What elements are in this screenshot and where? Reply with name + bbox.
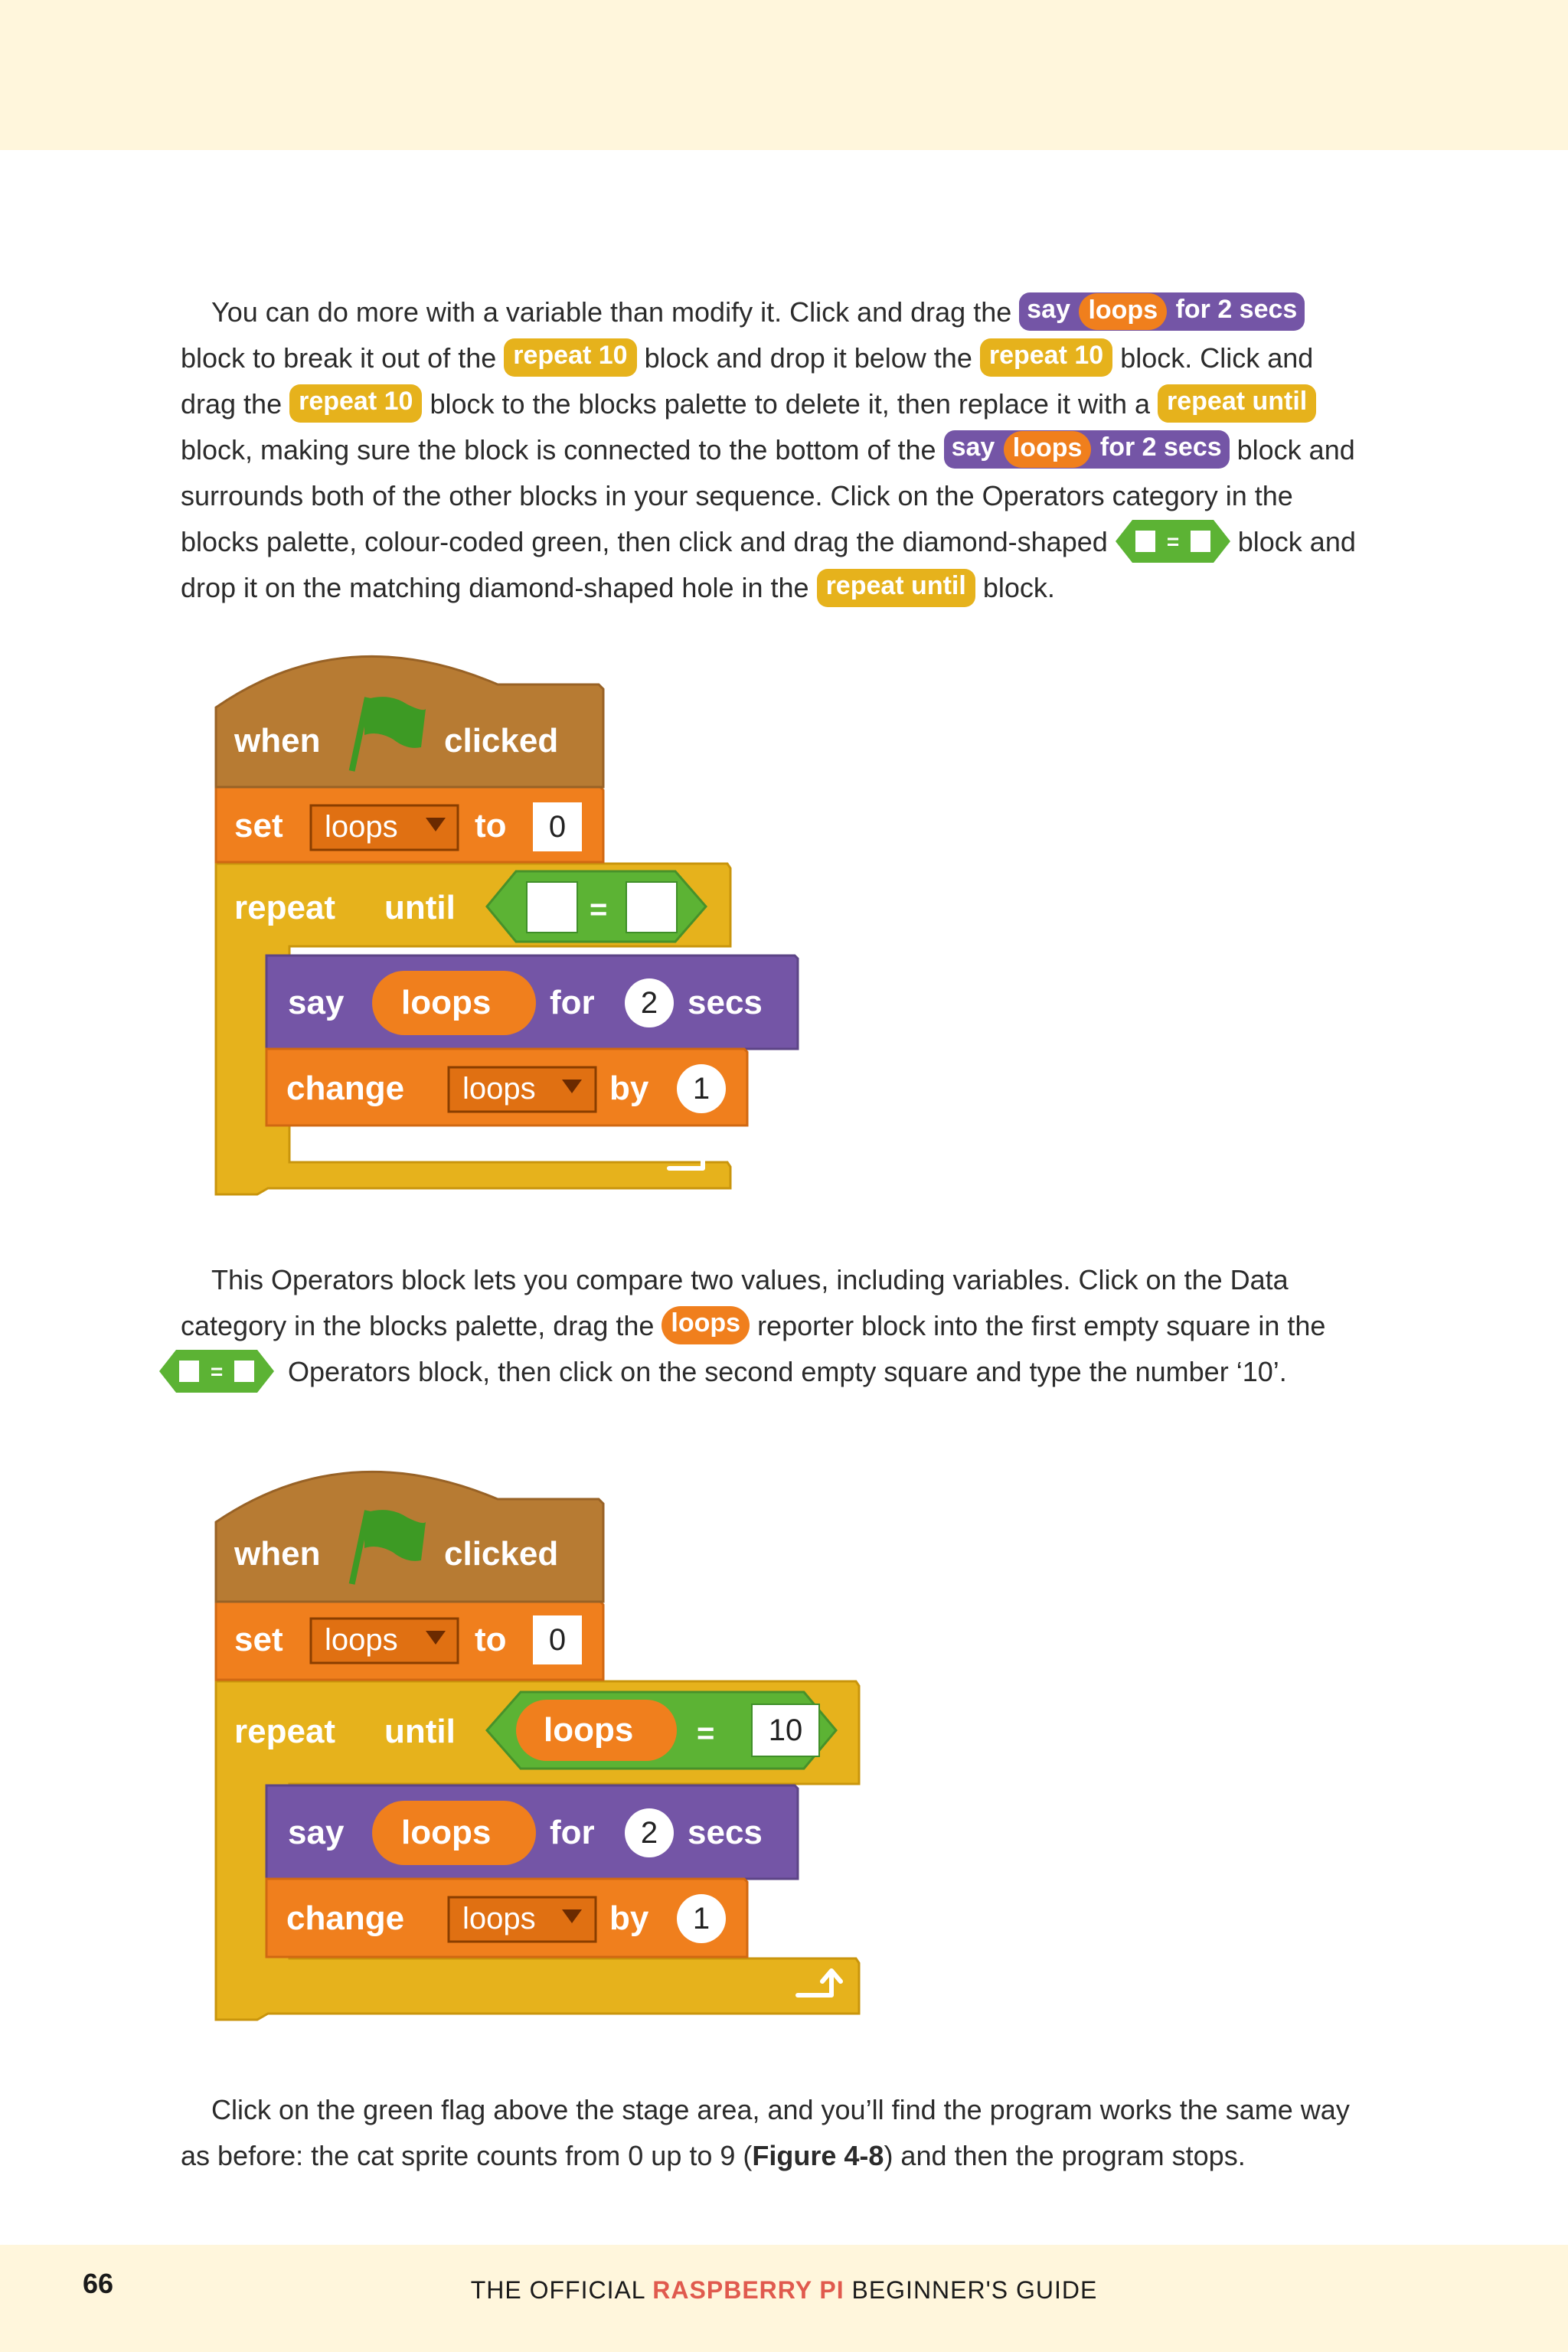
secs-label: secs (688, 1814, 763, 1851)
paragraph-3-text: ) and then the program stops. (884, 2140, 1246, 2171)
by-label: by (609, 1900, 649, 1937)
scratch-script-figure-1 (207, 649, 819, 1200)
paragraph-1-text: block and drop it on the matching diamond-shaped hole in the (181, 526, 1356, 604)
paragraph-2-text: reporter block into the first empty square in the (750, 1310, 1326, 1341)
when-label: when (234, 1535, 321, 1573)
secs-value: 2 (640, 986, 658, 1020)
repeat-label: repeat (234, 1713, 336, 1750)
set-value: 0 (548, 1623, 567, 1657)
paragraph-1-text: block. Click and drag the (181, 342, 1314, 420)
empty-left-slot (527, 882, 577, 933)
page-number: 66 (83, 2268, 114, 2299)
paragraph-2 (181, 1257, 1375, 1395)
say-loops-inline-block (944, 430, 1230, 469)
paragraph-1-text: block. (975, 572, 1055, 604)
equals-operator-inline-block (1116, 520, 1230, 563)
paragraph-1-text: block and drop it below the (636, 342, 980, 374)
loops-inline-reporter: loops (662, 1306, 750, 1344)
say-loops-inline-block (1019, 292, 1305, 331)
paragraph-1-text: block to break it out of the (181, 342, 505, 374)
say-var-reporter-label: loops (401, 984, 492, 1021)
footer-title-accent: RASPBERRY PI (652, 2276, 844, 2304)
paragraph-1-text: block to the blocks palette to delete it, then replace it with a (422, 388, 1158, 420)
repeat-10-inline-block: repeat 10 (504, 338, 636, 377)
say-var-reporter-label: loops (401, 1814, 492, 1851)
repeat-10-inline-block: repeat 10 (289, 384, 422, 423)
footer-title-post: BEGINNER'S GUIDE (844, 2276, 1098, 2304)
by-label: by (609, 1070, 649, 1107)
scratch-script-figure-2 (207, 1465, 880, 2032)
say-word: say (1027, 295, 1070, 325)
equals-operator-inline-block (159, 1350, 274, 1393)
paragraph-2-text: Operators block, then click on the second empty square and type the number ‘10’. (280, 1356, 1287, 1387)
set-var-dropdown: loops (325, 1623, 398, 1657)
paragraph-1-text: block, making sure the block is connected to the bottom of the (181, 434, 944, 466)
repeat-until-inline-block: repeat until (1158, 384, 1316, 423)
for-2-secs-word: for 2 secs (1099, 433, 1222, 462)
top-band (0, 0, 1568, 150)
for-2-secs-word: for 2 secs (1175, 295, 1298, 325)
paragraph-2-text: This Operators block lets you compare two values, including variables. Click on the Data category in the blocks palette, drag the (181, 1264, 1289, 1341)
change-label: change (286, 1070, 405, 1107)
equals-sign: = (210, 1360, 224, 1384)
say-label: say (288, 1814, 345, 1851)
loops-inline-reporter: loops (1004, 431, 1092, 468)
set-label: set (234, 1621, 283, 1658)
secs-value: 2 (640, 1816, 658, 1850)
by-value: 1 (692, 1902, 710, 1936)
empty-right-slot (626, 882, 677, 933)
running-footer (0, 2271, 1568, 2309)
for-label: for (550, 984, 595, 1021)
set-var-dropdown: loops (325, 810, 398, 844)
when-label: when (234, 722, 321, 760)
equals-sign: = (1166, 530, 1179, 554)
repeat-10-inline-block: repeat 10 (980, 338, 1112, 377)
change-var-dropdown: loops (462, 1072, 536, 1106)
cond-value: 10 (768, 1713, 803, 1747)
set-label: set (234, 807, 283, 844)
say-word: say (951, 433, 995, 462)
set-value: 0 (548, 810, 567, 844)
clicked-label: clicked (444, 722, 559, 760)
secs-label: secs (688, 984, 763, 1021)
footer-title-pre: THE OFFICIAL (470, 2276, 653, 2304)
to-label: to (475, 807, 507, 844)
paragraph-3 (181, 2087, 1375, 2179)
cond-var-reporter-label: loops (544, 1711, 634, 1749)
figure-reference: Figure 4-8 (752, 2140, 884, 2171)
equals-sign: = (590, 893, 608, 926)
clicked-label: clicked (444, 1535, 559, 1573)
paragraph-3-text: Click on the green flag above the stage area, and you’ll find the program works the same way as before: the cat sprite counts from 0 up to 9 ( (181, 2094, 1350, 2171)
until-label: until (384, 1713, 456, 1750)
repeat-label: repeat (234, 889, 336, 926)
change-label: change (286, 1900, 405, 1937)
until-label: until (384, 889, 456, 926)
equals-sign: = (697, 1717, 715, 1750)
by-value: 1 (692, 1072, 710, 1106)
say-label: say (288, 984, 345, 1021)
repeat-until-inline-block: repeat until (817, 569, 975, 607)
paragraph-1-text: block and surrounds both of the other blocks in your sequence. Click on the Operators category in the blocks palette, colour-coded green, then click and drag the diamond-shaped (181, 434, 1355, 557)
for-label: for (550, 1814, 595, 1851)
to-label: to (475, 1621, 507, 1658)
change-var-dropdown: loops (462, 1902, 536, 1936)
paragraph-1 (181, 289, 1375, 611)
loops-inline-reporter: loops (1079, 293, 1167, 330)
paragraph-1-text: You can do more with a variable than modify it. Click and drag the (211, 296, 1020, 328)
